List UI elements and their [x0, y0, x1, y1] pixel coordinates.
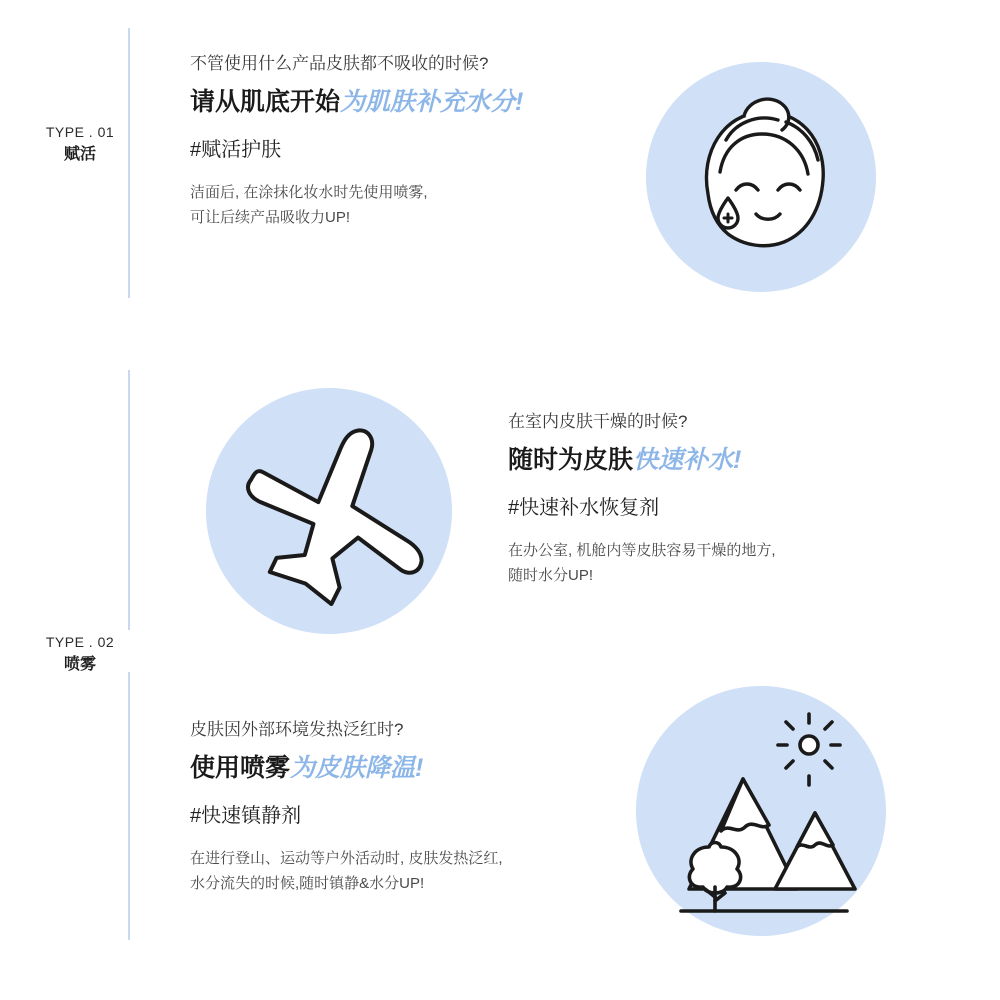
- headline-main: 请从肌底开始: [190, 87, 341, 116]
- block-headline: [190, 86, 610, 120]
- illustration-circle-2: [206, 388, 452, 634]
- headline-accent: 为皮肤降温!: [290, 753, 424, 782]
- block-headline: [508, 444, 928, 478]
- airplane-icon: [234, 416, 424, 606]
- block-question: 在室内皮肤干燥的时候?: [508, 412, 688, 431]
- headline-accent: 为肌肤补充水分!: [340, 87, 524, 116]
- body-line-1: 在进行登山、运动等户外活动时, 皮肤发热泛红,: [190, 849, 503, 867]
- face-droplet-icon: [666, 82, 856, 272]
- type-name: 赋活: [63, 146, 96, 163]
- illustration-circle-3: [636, 686, 886, 936]
- headline-accent: 快速补水!: [633, 445, 742, 474]
- type-label-01: [20, 122, 140, 167]
- content-block-2: [508, 410, 928, 589]
- block-question: 不管使用什么产品皮肤都不吸收的时候?: [190, 54, 489, 73]
- block-tag: #赋活护肤: [190, 138, 282, 161]
- type-code: TYPE . 01: [45, 124, 115, 140]
- block-tag: #快速镇静剂: [190, 804, 302, 827]
- block-body: [190, 180, 610, 231]
- block-headline: [190, 752, 610, 786]
- illustration-circle-1: [646, 62, 876, 292]
- mountain-sun-tree-icon: [651, 701, 871, 921]
- rail-divider-middle: [128, 370, 130, 630]
- type-name: 喷雾: [63, 656, 96, 673]
- headline-main: 随时为皮肤: [508, 445, 634, 474]
- body-line-2: 随时水分UP!: [508, 567, 594, 585]
- content-block-1: [190, 52, 610, 231]
- type-label-02: [20, 632, 140, 677]
- body-line-1: 洁面后, 在涂抹化妆水时先使用喷雾,: [190, 183, 428, 201]
- body-line-1: 在办公室, 机舱内等皮肤容易干燥的地方,: [508, 541, 776, 559]
- body-line-2: 可让后续产品吸收力UP!: [190, 209, 351, 227]
- headline-main: 使用喷雾: [190, 753, 291, 782]
- type-code: TYPE . 02: [45, 634, 115, 650]
- body-line-2: 水分流失的时候,随时镇静&水分UP!: [190, 875, 425, 893]
- block-tag: #快速补水恢复剂: [508, 496, 660, 519]
- content-block-3: [190, 718, 610, 897]
- rail-divider-bottom: [128, 672, 130, 940]
- block-question: 皮肤因外部环境发热泛红时?: [190, 720, 404, 739]
- block-body: [190, 846, 610, 897]
- block-body: [508, 538, 928, 589]
